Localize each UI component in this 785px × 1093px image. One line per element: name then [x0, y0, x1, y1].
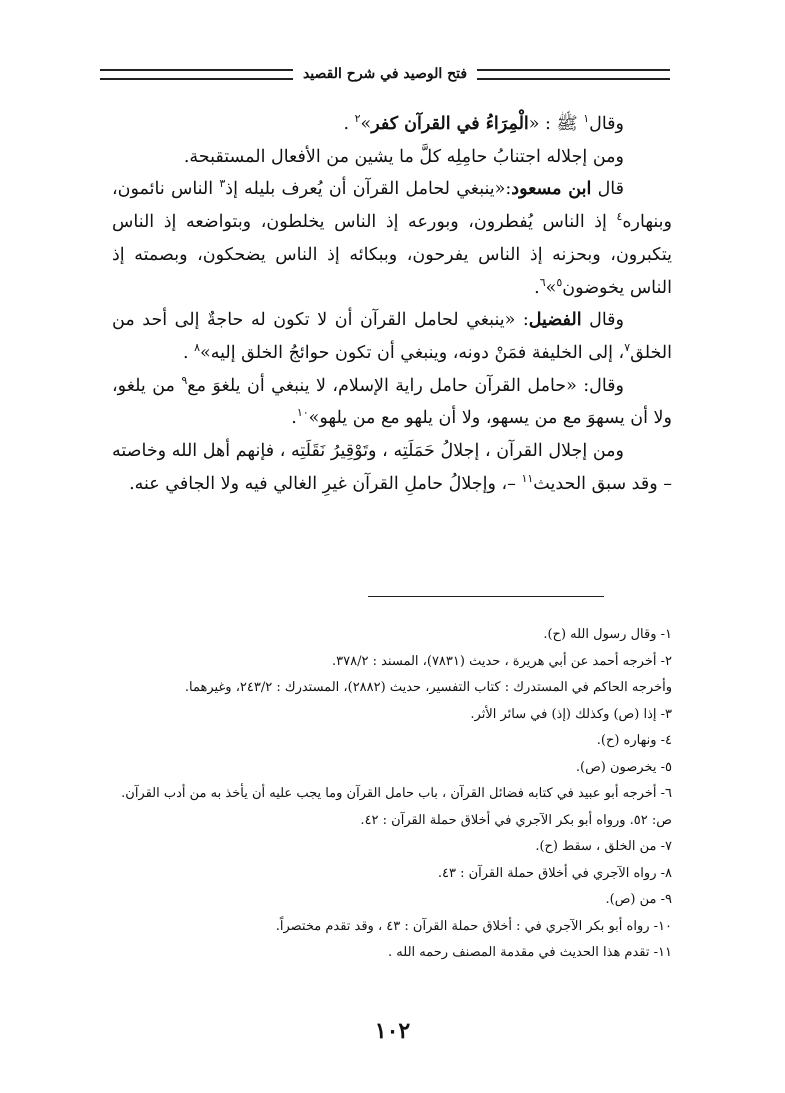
footnote-marker: ١	[583, 112, 590, 126]
footnote: ٤- ونهاره (ح).	[596, 733, 672, 748]
bold-text: الفضيل	[528, 310, 582, 331]
text-segment: ومن إجلاله اجتنابُ حامِلِه كلَّ ما يشين من الأفعال المستقبحة.	[183, 146, 624, 167]
text-segment: ﷺ : «	[528, 114, 584, 134]
page-number: ١٠٢	[374, 1018, 411, 1044]
bold-text: الْمِرَاءُ في القرآن كفر	[371, 114, 529, 134]
header-rule-right	[477, 69, 670, 80]
text-segment: ، إلى الخليفة فمَنْ دونه، وينبغي أن تكون حوائجُ الخلق إليه»	[200, 342, 625, 363]
footnote-marker: ١٠	[296, 406, 309, 420]
footnote: ١١- تقدم هذا الحديث في مقدمة المصنف رحمه الله .	[388, 945, 672, 960]
text-segment: –، وإجلالُ حاملِ القرآن غيرِ الغالي فيه ولا الجافي عنه.	[129, 473, 522, 494]
text-segment: .	[291, 408, 297, 429]
footnote-marker: ٩	[181, 373, 188, 387]
footnote: ٩- من (ص).	[605, 892, 672, 907]
text-segment: : «ينبغي لحامل القرآن أن لا تكون له حاجةٌ إلى أحد من الخلق	[112, 310, 672, 363]
footnote: وأخرجه الحاكم في المستدرك : كتاب التفسير، حديث (٢٨٨٢)، المستدرك : ٢٤٣/٢، وغيرهما.	[184, 680, 672, 695]
paragraph	[112, 304, 672, 369]
header-rule-left	[100, 69, 293, 80]
footnote: ٣- إذا (ص) وكذلك (إذ) في سائر الأثر.	[470, 706, 672, 722]
text-segment: الناس نائمون، وبنهاره	[112, 179, 672, 233]
footnote-marker: ٦	[539, 275, 546, 289]
text-segment: قال	[591, 179, 624, 200]
main-text	[112, 108, 672, 500]
text-segment: »	[545, 277, 557, 298]
paragraph	[112, 141, 672, 174]
footnote: ٨- رواه الآجري في أخلاق حملة القرآن : ٤٣.	[437, 865, 672, 881]
footnote-marker: ٤	[616, 210, 623, 224]
footnote-marker: ١١	[521, 471, 534, 485]
text-segment: وقال	[589, 114, 624, 134]
footnote: ٢- أخرجه أحمد عن أبي هريرة ، حديث (٧٨٣١)، المسند : ٣٧٨/٢.	[332, 653, 672, 669]
paragraph	[112, 435, 672, 500]
paragraph	[112, 108, 672, 141]
text-segment: .	[182, 342, 195, 363]
text-segment: :«ينبغي لحامل القرآن أن يُعرف بليله إذ	[225, 179, 512, 200]
footnote-marker: ٥	[556, 275, 563, 289]
footnote-marker: ٨	[194, 341, 200, 355]
text-segment: وقال: «حامل القرآن حامل راية الإسلام، لا ينبغي أن يلغوَ مع	[187, 375, 624, 396]
text-segment: .	[534, 277, 540, 298]
footnote: ٦- أخرجه أبو عبيد في كتابه فضائل القرآن ، باب حامل القرآن وما يجب عليه أن يأخذ به من أدب القرآن. ص: ٥٢. ورواه أبو بكر الآجري في أخلاق حملة القرآن : ٤٢.	[121, 786, 672, 828]
running-header	[100, 62, 670, 86]
text-segment: »	[360, 114, 372, 134]
footnote-marker: ٢	[354, 112, 361, 126]
text-segment: من يلغو، ولا أن يسهوَ مع من يسهو، ولا أن يلهو مع من يلهو»	[112, 375, 672, 429]
header-title: فتح الوصيد في شرح القصيد	[302, 66, 468, 82]
footnote: ٥- يخرصون (ص).	[575, 759, 672, 775]
text-segment: .	[343, 114, 355, 134]
footnote: ١٠- رواه أبو بكر الآجري في : أخلاق حملة القرآن : ٤٣ ، وقد تقدم مختصراً.	[275, 918, 672, 934]
footnote-marker: ٧	[624, 341, 631, 355]
text-segment: وقال	[581, 310, 624, 331]
text-segment: إذ الناس يُفطرون، وبورعه إذ الناس يخلطون، وبتواضعه إذ الناس يتكبرون، وبحزنه إذ الناس يفرحون، وببكائه إذ الناس يضحكون، وبصمته إذ الناس يخوضون	[112, 212, 672, 298]
footnote-separator	[368, 596, 604, 597]
bold-text: ابن مسعود	[511, 179, 592, 200]
footnote: ١- وقال رسول الله (ح).	[543, 627, 672, 642]
footnotes	[110, 622, 672, 967]
paragraph	[112, 173, 672, 304]
text-segment: ومن إجلال القرآن ، إجلالُ حَمَلَتِه ، وتَوْقِيرُ نَقَلَتِه ، فإنهم أهل الله وخاصته – وقد سبق الحديث	[112, 441, 672, 494]
footnote-marker: ٣	[219, 177, 226, 191]
paragraph	[112, 370, 672, 435]
footnote: ٧- من الخلق ، سقط (ح).	[535, 839, 672, 854]
